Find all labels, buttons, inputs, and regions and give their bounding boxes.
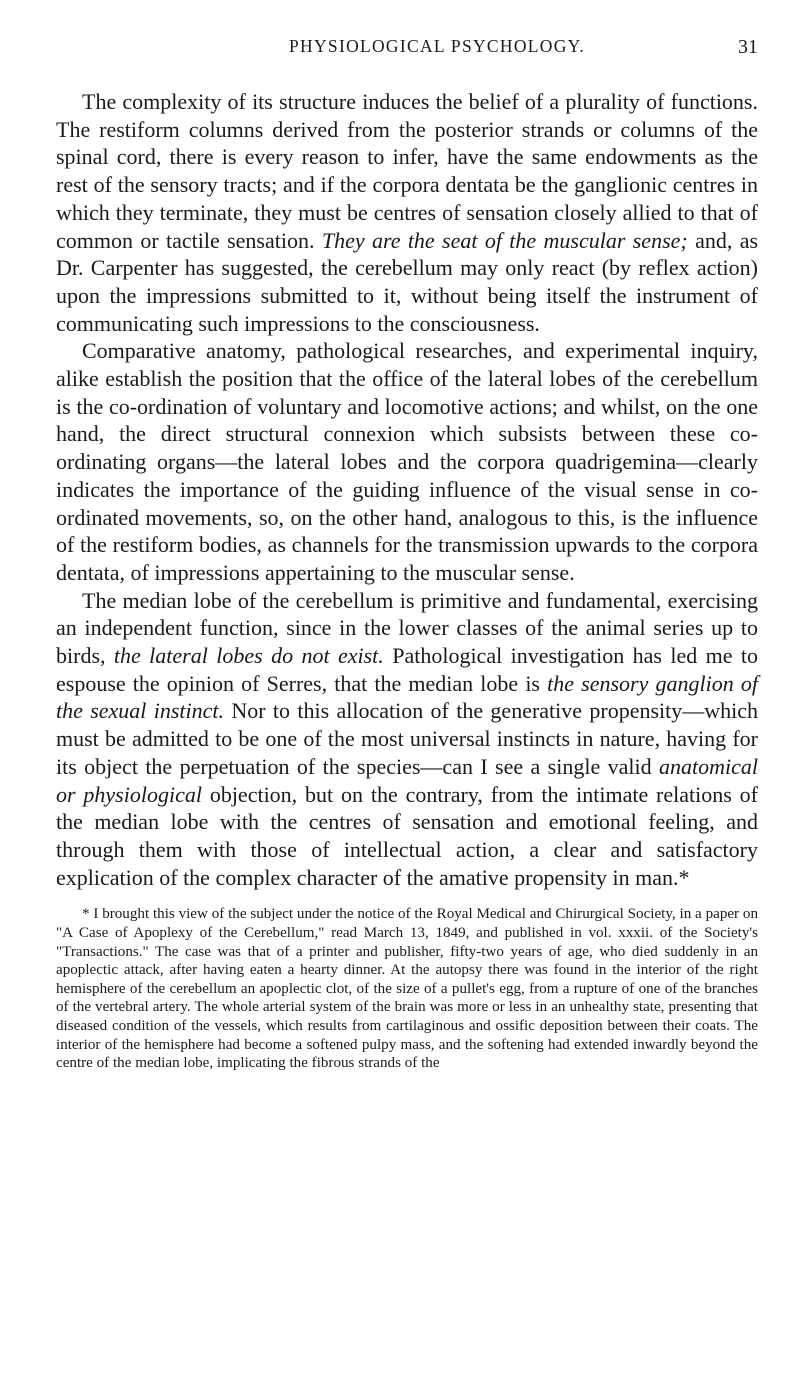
text-run: The complexity of its structure induces the belief of a plurality of functions. The restiform columns derived from the posterior strands or columns of the spinal cord, there is every reason to infer, have the same endowments as the rest of the sensory tracts; and if the corpora dentata be the ganglionic centres in which they terminate, they must be centres of sensation closely allied to that of common or tactile sensation. <box>56 89 758 253</box>
text-run: Comparative anatomy, pathological researches, and experimental inquiry, alike establish the position that the office of the lateral lobes of the cerebellum is the co-ordination of voluntary and locomotive actions; and whilst, on the one hand, the direct structural connexion which subsists between these co-ordinating organs—the lateral lobes and the corpora quadrigemina—clearly indicates the importance of the guiding influence of the visual sense in co-ordinated movements, so, on the other hand, analogous to this, is the influence of the restiform bodies, as channels for the transmission upwards to the corpora dentata, of impressions appertaining to the muscular sense. <box>56 338 758 585</box>
paragraph <box>56 337 758 586</box>
italic-run: anatomical or physiological <box>56 753 759 807</box>
italic-run: the lateral lobes do not exist. <box>113 643 384 669</box>
italic-run: They are the seat of the muscular sense; <box>321 227 688 253</box>
paragraph <box>56 587 758 892</box>
text-run: Pathological investigation has led me to espouse the opinion of Serres, that the median lobe is <box>56 643 759 696</box>
text-run: Nor to this allocation of the generative propensity—which must be admitted to be one of the most universal instincts in nature, having for its object the perpetuation of the species—can I see a single valid <box>56 698 759 779</box>
running-title: PHYSIOLOGICAL PSYCHOLOGY. <box>289 36 585 56</box>
body-text <box>56 88 758 891</box>
running-head <box>56 36 758 62</box>
paragraph <box>56 88 758 337</box>
italic-run: the sensory ganglion of the sexual instinct. <box>56 670 758 724</box>
text-run: and, as Dr. Carpenter has suggested, the cerebellum may only react (by reflex action) upon the impressions submitted to it, without being itself the instrument of communicating such impressions to the consciousness. <box>56 227 759 336</box>
page-number: 31 <box>738 36 758 58</box>
text-run: The median lobe of the cerebellum is primitive and fundamental, exercising an independent function, since in the lower classes of the animal series up to birds, <box>56 587 758 669</box>
text-run: objection, but on the contrary, from the intimate relations of the median lobe with the centres of sensation and emotional feeling, and through them with those of intellectual action, a clear and satisfactory explication of the complex character of the amative propensity in man.* <box>56 781 758 890</box>
footnote: * I brought this view of the subject under the notice of the Royal Medical and Chirurgical Society, in a paper on "A Case of Apoplexy of the Cerebellum," read March 13, 1849, and published in vol. xxxii. of the Society's "Transactions." The case was that of a printer and publisher, fifty-two years of age, who died suddenly in an apoplectic attack, after having eaten a hearty dinner. At the autopsy there was found in the interior of the right hemisphere of the cerebellum an apoplectic clot, of the size of a pullet's egg, from a rupture of one of the branches of the vertebral artery. The whole arterial system of the brain was more or less in an unhealthy state, presenting that diseased condition of the vessels, which results from cartilaginous and ossific deposition between their coats. The interior of the hemisphere had become a softened pulpy mass, and the softening had extended inwardly beyond the centre of the median lobe, implicating the fibrous strands of the <box>56 906 758 1072</box>
